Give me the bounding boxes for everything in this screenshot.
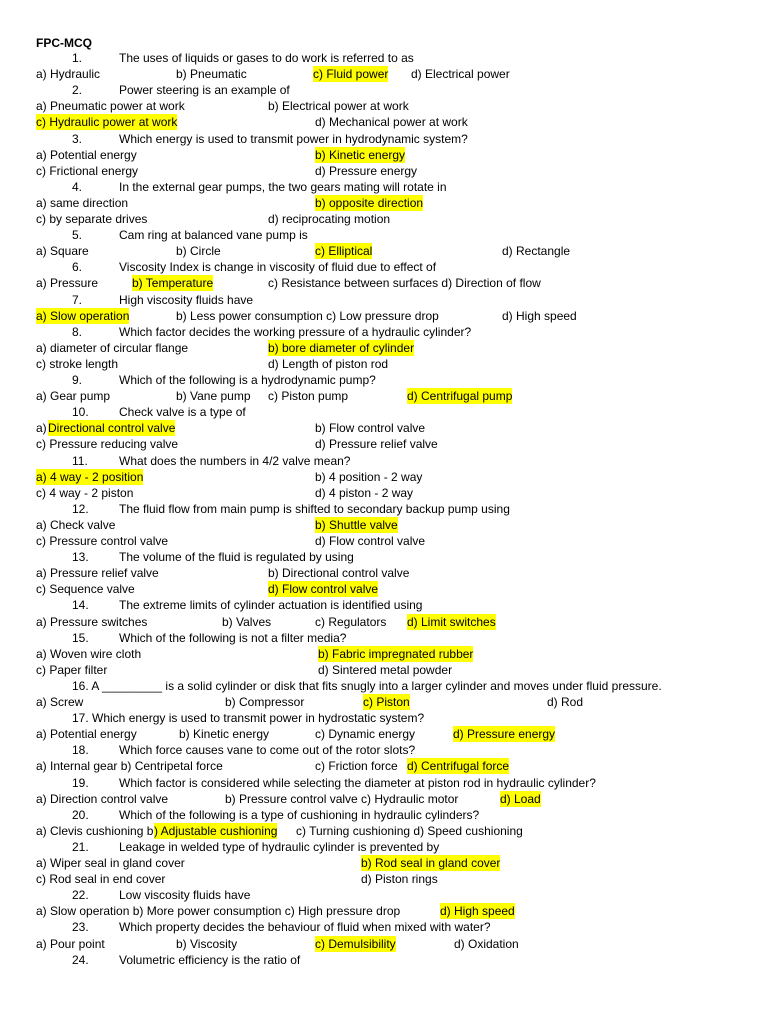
question-number: 24. (72, 952, 89, 967)
question-number: 4. (72, 179, 83, 194)
correct-answer-option: b) Temperature (132, 276, 214, 291)
question-line (36, 50, 736, 66)
option-row (0, 163, 768, 179)
question-number: 3. (72, 131, 83, 146)
answer-option: b) Pneumatic (176, 67, 247, 82)
question-number: 19. (72, 775, 89, 790)
answer-option: a) Slow operation b) More power consumption c) High pressure drop (36, 904, 401, 919)
answer-option: d) Sintered metal powder (318, 662, 453, 677)
option-row (0, 243, 768, 259)
answer-option: c) Dynamic energy (315, 727, 416, 742)
answer-option: a) Gear pump (36, 389, 111, 404)
correct-answer-option: d) Limit switches (407, 614, 496, 629)
option-row (0, 758, 768, 774)
answer-option: a) Potential energy (36, 727, 137, 742)
correct-answer-option: d) Centrifugal pump (407, 389, 513, 404)
question-text: Which of the following is not a filter media? (119, 630, 347, 645)
option-row (0, 903, 768, 919)
answer-option: b) Flow control valve (315, 421, 426, 436)
answer-option: a) Pneumatic power at work (36, 99, 185, 114)
answer-option: a) Potential energy (36, 147, 137, 162)
correct-answer-option: d) Centrifugal force (407, 759, 510, 774)
question-line (36, 742, 736, 758)
correct-answer-option: ) Adjustable cushioning (154, 823, 278, 838)
option-row (0, 98, 768, 114)
option-row (0, 340, 768, 356)
question-text: The fluid flow from main pump is shifted to secondary backup pump using (119, 501, 510, 516)
answer-option: d) Pressure relief valve (315, 437, 438, 452)
correct-answer-option: d) Flow control valve (268, 582, 379, 597)
question-number: 23. (72, 920, 89, 935)
question-text: Leakage in welded type of hydraulic cylinder is prevented by (119, 839, 440, 854)
question-text: Which property decides the behaviour of fluid when mixed with water? (119, 920, 491, 935)
answer-option: a) Internal gear b) Centripetal force (36, 759, 223, 774)
question-text: High viscosity fluids have (119, 292, 254, 307)
question-line (36, 710, 736, 726)
question-text: Low viscosity fluids have (119, 888, 251, 903)
question-line (36, 839, 736, 855)
option-row (0, 726, 768, 742)
answer-option: b) Electrical power at work (268, 99, 409, 114)
option-row (0, 646, 768, 662)
question-text: Which factor decides the working pressure of a hydraulic cylinder? (119, 324, 472, 339)
answer-option: b) Directional control valve (268, 566, 410, 581)
option-row (0, 614, 768, 630)
question-number: 11. (72, 453, 88, 468)
option-row (0, 694, 768, 710)
option-row (0, 356, 768, 372)
answer-option: b) Valves (222, 614, 272, 629)
question-text: The extreme limits of cylinder actuation is identified using (119, 598, 423, 613)
option-row (0, 211, 768, 227)
answer-option: c) Friction force (315, 759, 398, 774)
correct-answer-option: b) bore diameter of cylinder (268, 340, 415, 355)
correct-answer-option: b) Fabric impregnated rubber (318, 646, 474, 661)
question-number: 13. (72, 550, 89, 565)
correct-answer-option: c) Piston (363, 695, 410, 709)
answer-option: a) Hydraulic (36, 67, 101, 82)
answer-option: d) High speed (502, 308, 577, 323)
question-number: 5. (72, 228, 83, 243)
answer-option: c) Turning cushioning d) Speed cushioning (296, 823, 523, 838)
answer-option: c) Sequence valve (36, 582, 135, 597)
answer-option: c) Frictional energy (36, 163, 139, 178)
question-text: Which factor is considered while selecting the diameter at piston rod in hydraulic cylinder? (119, 775, 596, 790)
question-number: 18. (72, 743, 89, 758)
question-text: In the external gear pumps, the two gears mating will rotate in (119, 179, 447, 194)
answer-option: d) Mechanical power at work (315, 115, 468, 130)
question-line (36, 919, 736, 935)
answer-option: a) Pressure relief valve (36, 566, 159, 581)
question-number: 20. (72, 807, 89, 822)
correct-answer-option: c) Hydraulic power at work (36, 115, 178, 130)
answer-option: a) Wiper seal in gland cover (36, 856, 185, 870)
answer-option: a) Pressure (36, 276, 99, 291)
question-text: What does the numbers in 4/2 valve mean? (119, 453, 351, 468)
answer-option: c) 4 way - 2 piston (36, 485, 134, 500)
question-number: 8. (72, 324, 83, 339)
answer-option: b) Compressor (225, 695, 305, 709)
answer-option: b) Vane pump (176, 389, 251, 404)
answer-option: a) Pressure switches (36, 614, 148, 629)
answer-option: a) Direction control valve (36, 791, 169, 806)
option-row (0, 936, 768, 952)
question-text: Cam ring at balanced vane pump is (119, 228, 308, 243)
answer-option: a) Pour point (36, 936, 105, 951)
answer-option: d) Rectangle (502, 244, 571, 259)
question-number: 7. (72, 292, 83, 307)
question-number: 22. (72, 888, 89, 903)
answer-option: a) diameter of circular flange (36, 340, 189, 355)
option-row (0, 517, 768, 533)
option-row (0, 791, 768, 807)
correct-answer-option: a) 4 way - 2 position (36, 469, 144, 484)
correct-answer-option: d) Load (500, 791, 541, 806)
answer-option: a) same direction (36, 195, 129, 210)
question-number: 1. (72, 51, 83, 65)
question-text: Which force causes vane to come out of the rotor slots? (119, 743, 416, 758)
answer-option: d) Piston rings (361, 872, 438, 887)
option-row (0, 485, 768, 501)
question-line (36, 404, 736, 420)
question-line (36, 887, 736, 903)
answer-option: c) Pressure reducing valve (36, 437, 179, 452)
question-line (36, 82, 736, 98)
question-text: Which of the following is a type of cushioning in hydraulic cylinders? (119, 807, 480, 822)
answer-option: b) 4 position - 2 way (315, 469, 423, 484)
question-number: 15. (72, 630, 89, 645)
answer-option: a) Woven wire cloth (36, 646, 142, 661)
question-number: 9. (72, 373, 83, 387)
correct-answer-option: d) Pressure energy (453, 727, 556, 742)
question-line (36, 324, 736, 340)
question-line (36, 259, 736, 275)
question-text: Check valve is a type of (119, 405, 246, 420)
answer-option: a) Clevis cushioning b (36, 823, 154, 838)
question-number: 12. (72, 501, 89, 516)
answer-option: c) Rod seal in end cover (36, 872, 166, 887)
question-line (36, 179, 736, 195)
answer-option: b) Pressure control valve c) Hydraulic motor (225, 791, 459, 806)
question-number: 14. (72, 598, 89, 613)
option-row (0, 436, 768, 452)
answer-option: a) Screw (36, 695, 84, 709)
option-row (0, 823, 768, 839)
option-row (0, 147, 768, 163)
option-row (0, 114, 768, 130)
option-row (0, 855, 768, 871)
answer-option: c) Paper filter (36, 662, 108, 677)
answer-option: b) Viscosity (176, 936, 238, 951)
correct-answer-option: b) Shuttle valve (315, 517, 398, 532)
correct-answer-option: b) Kinetic energy (315, 147, 406, 162)
answer-option: d) Length of piston rod (268, 356, 389, 371)
question-line (36, 952, 736, 968)
answer-option: b) Less power consumption c) Low pressure drop (176, 308, 439, 323)
option-row (0, 533, 768, 549)
question-line (36, 630, 736, 646)
correct-answer-option: Directional control valve (48, 421, 176, 436)
question-number: 2. (72, 83, 83, 98)
question-text: Power steering is an example of (119, 83, 290, 98)
option-row (0, 308, 768, 324)
question-line (36, 549, 736, 565)
correct-answer-option: c) Fluid power (313, 67, 389, 82)
answer-option: a) (36, 421, 47, 436)
option-row (0, 388, 768, 404)
answer-option: d) 4 piston - 2 way (315, 485, 414, 500)
question-line (36, 292, 736, 308)
question-text: Volumetric efficiency is the ratio of (119, 952, 301, 967)
answer-option: d) Rod (547, 695, 584, 709)
option-row (0, 871, 768, 887)
answer-option: d) Electrical power (411, 67, 510, 82)
answer-option: d) Oxidation (454, 936, 519, 951)
question-text: The uses of liquids or gases to do work is referred to as (119, 51, 414, 65)
answer-option: c) Resistance between surfaces d) Direction of flow (268, 276, 541, 291)
option-row (0, 565, 768, 581)
question-line (36, 775, 736, 791)
question-line (36, 372, 736, 388)
question-number: 17. Which energy is used to transmit power in hydrostatic system? (72, 711, 425, 726)
option-row (0, 662, 768, 678)
question-text: The volume of the fluid is regulated by using (119, 550, 354, 565)
answer-option: c) Pressure control valve (36, 534, 169, 548)
question-number: 10. (72, 405, 89, 420)
question-line (36, 131, 736, 147)
question-line (36, 678, 736, 694)
answer-option: b) Circle (176, 244, 221, 259)
answer-option: a) Square (36, 244, 89, 259)
option-row (0, 469, 768, 485)
answer-option: a) Check valve (36, 517, 116, 532)
correct-answer-option: a) Slow operation (36, 308, 130, 323)
correct-answer-option: d) High speed (440, 904, 515, 919)
option-row (0, 66, 768, 82)
answer-option: c) by separate drives (36, 212, 148, 226)
correct-answer-option: c) Demulsibility (315, 936, 396, 951)
answer-option: d) reciprocating motion (268, 212, 391, 226)
question-line (36, 807, 736, 823)
answer-option: d) Flow control valve (315, 534, 426, 548)
answer-option: c) Regulators (315, 614, 387, 629)
question-line (36, 501, 736, 517)
answer-option: c) stroke length (36, 356, 119, 371)
correct-answer-option: b) Rod seal in gland cover (361, 856, 501, 870)
question-number: 6. (72, 260, 83, 275)
option-row (0, 420, 768, 436)
question-line (36, 227, 736, 243)
correct-answer-option: c) Elliptical (315, 244, 373, 259)
correct-answer-option: b) opposite direction (315, 195, 424, 210)
option-row (0, 581, 768, 597)
answer-option: c) Piston pump (268, 389, 349, 404)
answer-option: b) Kinetic energy (179, 727, 270, 742)
answer-option: d) Pressure energy (315, 163, 418, 178)
question-line (36, 453, 736, 469)
option-row (0, 195, 768, 211)
question-text: Which of the following is a hydrodynamic pump? (119, 373, 376, 387)
question-number: 21. (72, 839, 89, 854)
document-title: FPC-MCQ (36, 36, 92, 50)
question-text: Viscosity Index is change in viscosity of fluid due to effect of (119, 260, 437, 275)
option-row (0, 275, 768, 291)
question-text: Which energy is used to transmit power in hydrodynamic system? (119, 131, 468, 146)
question-line (36, 597, 736, 613)
question-number: 16. A _________ is a solid cylinder or disk that fits snugly into a larger cylinder and moves under fluid pressure. (72, 678, 662, 693)
